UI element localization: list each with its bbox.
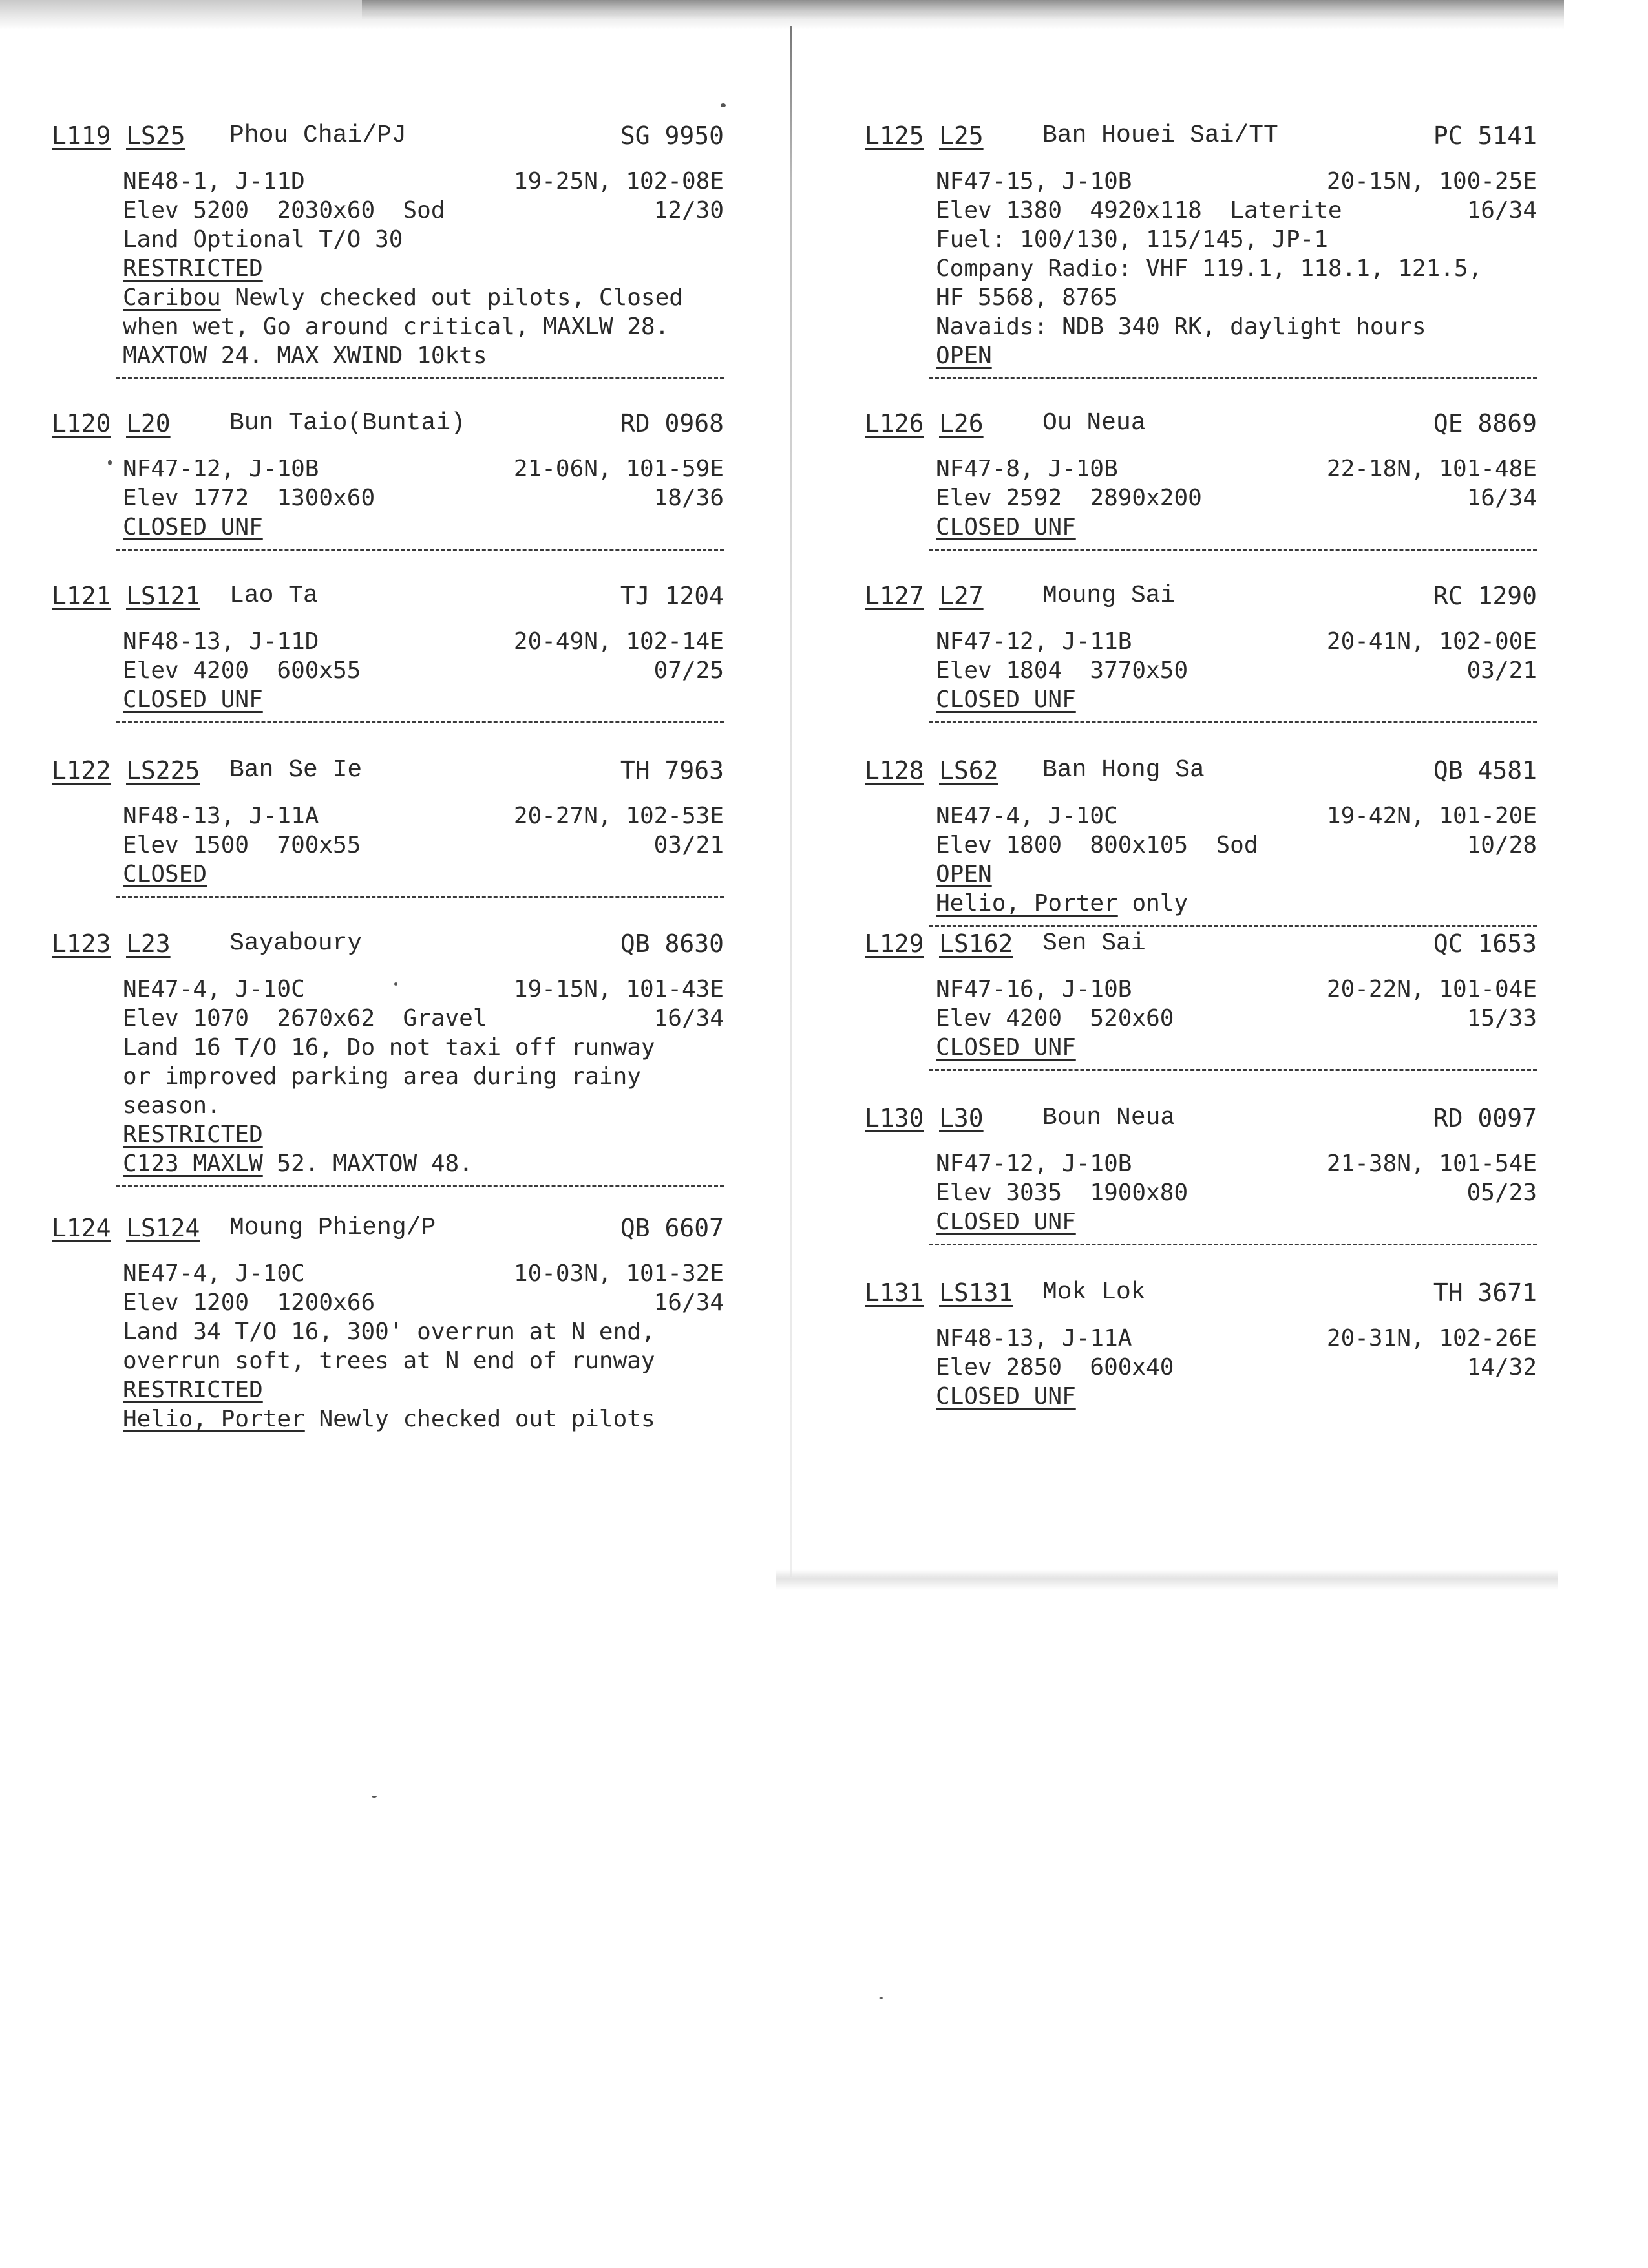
detail-value: 03/21	[653, 832, 724, 858]
detail-text: NE47-4, J-10C	[936, 803, 1118, 829]
detail-line	[123, 627, 724, 656]
site-name: Ban Se Ie	[229, 756, 363, 784]
note-line	[123, 1404, 724, 1434]
detail-value: 07/25	[653, 657, 724, 684]
detail-line	[936, 312, 1537, 341]
airfield-entry	[852, 116, 1537, 379]
grid-reference: TH 3671	[1433, 1278, 1537, 1307]
grid-reference: QC 1653	[1433, 929, 1537, 958]
separator-line	[929, 721, 1537, 723]
detail-line	[936, 1324, 1537, 1353]
ls-code: LS121	[126, 582, 200, 610]
detail-line	[936, 1353, 1537, 1382]
ls-code: LS225	[126, 756, 200, 785]
grid-reference: TJ 1204	[620, 582, 724, 610]
detail-line	[936, 167, 1537, 196]
detail-text: NF47-12, J-10B	[936, 1150, 1132, 1177]
site-id: L127	[865, 582, 924, 610]
entry-header	[39, 116, 724, 155]
status-label: RESTRICTED	[123, 1121, 263, 1148]
detail-value: 16/34	[1466, 485, 1537, 511]
grid-reference: RD 0968	[620, 409, 724, 438]
detail-value: 10-03N, 101-32E	[513, 1260, 724, 1287]
detail-line	[123, 1004, 724, 1033]
ls-code: LS124	[126, 1214, 200, 1242]
site-name: Ou Neua	[1042, 409, 1146, 437]
detail-text: Elev 2592 2890x200	[936, 485, 1202, 511]
detail-line	[936, 656, 1537, 685]
site-name: Sen Sai	[1042, 929, 1146, 957]
status-label: RESTRICTED	[123, 255, 263, 282]
right-column	[852, 0, 1537, 1577]
scan-speck	[879, 1997, 883, 1999]
scan-speck	[372, 1796, 377, 1798]
entry-details	[123, 454, 724, 542]
detail-value: 20-15N, 100-25E	[1326, 168, 1537, 195]
airfield-entry	[39, 404, 724, 551]
detail-value: 21-38N, 101-54E	[1326, 1150, 1537, 1177]
detail-text: Navaids: NDB 340 RK, daylight hours	[936, 313, 1426, 340]
entry-header	[39, 751, 724, 790]
entry-details	[123, 627, 724, 714]
detail-value: 19-15N, 101-43E	[513, 976, 724, 1002]
detail-line	[936, 1004, 1537, 1033]
status-label: CLOSED	[123, 861, 207, 887]
entry-details	[936, 454, 1537, 542]
airfield-entry	[852, 924, 1537, 1071]
note-text: 52. MAXTOW 48.	[262, 1150, 473, 1177]
aircraft-types: Caribou	[123, 284, 221, 311]
detail-value: 19-42N, 101-20E	[1326, 803, 1537, 829]
note-line	[123, 341, 724, 370]
detail-line	[936, 1149, 1537, 1178]
detail-text: Elev 1500 700x55	[123, 832, 361, 858]
site-name: Moung Phieng/P	[229, 1214, 436, 1242]
detail-text: Elev 1200 1200x66	[123, 1289, 375, 1316]
grid-reference: QB 4581	[1433, 756, 1537, 785]
separator-line	[116, 721, 724, 723]
site-id: L121	[52, 582, 111, 610]
ls-code: LS162	[939, 929, 1013, 958]
detail-text: Elev 2850 600x40	[936, 1354, 1174, 1381]
scan-speck	[721, 103, 726, 107]
note-line	[936, 889, 1537, 918]
site-name: Moung Sai	[1042, 582, 1176, 609]
detail-value: 12/30	[653, 197, 724, 224]
ls-code: LS131	[939, 1278, 1013, 1307]
entry-header	[39, 924, 724, 963]
site-name: Phou Chai/PJ	[229, 122, 407, 149]
grid-reference: PC 5141	[1433, 122, 1537, 150]
entry-details	[936, 167, 1537, 370]
grid-reference: SG 9950	[620, 122, 724, 150]
site-id: L130	[865, 1104, 924, 1132]
site-name: Ban Houei Sai/TT	[1042, 122, 1278, 149]
detail-line	[936, 454, 1537, 483]
detail-line	[123, 1317, 724, 1346]
detail-line	[936, 627, 1537, 656]
airfield-entry	[852, 577, 1537, 723]
entry-header	[852, 404, 1537, 443]
airfield-entry	[852, 404, 1537, 551]
site-name: Lao Ta	[229, 582, 318, 609]
detail-text: Elev 4200 600x55	[123, 657, 361, 684]
separator-line	[116, 548, 724, 551]
detail-value: 20-22N, 101-04E	[1326, 976, 1537, 1002]
airfield-entry	[39, 577, 724, 723]
site-id: L120	[52, 409, 111, 438]
site-name: Sayaboury	[229, 929, 363, 957]
detail-line	[936, 975, 1537, 1004]
entry-details	[936, 975, 1537, 1062]
entry-details	[123, 801, 724, 889]
detail-line	[123, 454, 724, 483]
detail-text: HF 5568, 8765	[936, 284, 1118, 311]
detail-value: 14/32	[1466, 1354, 1537, 1381]
detail-text: Elev 1804 3770x50	[936, 657, 1188, 684]
detail-line	[936, 225, 1537, 254]
status-label: CLOSED UNF	[936, 514, 1076, 540]
detail-value: 19-25N, 102-08E	[513, 168, 724, 195]
site-name: Ban Hong Sa	[1042, 756, 1205, 784]
detail-text: NF48-13, J-11D	[123, 628, 319, 655]
site-id: L119	[52, 122, 111, 150]
aircraft-types: C123 MAXLW	[123, 1150, 263, 1177]
detail-value: 05/23	[1466, 1180, 1537, 1206]
detail-line	[936, 483, 1537, 513]
note-text: Newly checked out pilots	[304, 1406, 655, 1432]
detail-text: NF47-12, J-11B	[936, 628, 1132, 655]
detail-text: Company Radio: VHF 119.1, 118.1, 121.5,	[936, 255, 1483, 282]
detail-value: 16/34	[653, 1289, 724, 1316]
note-line	[123, 1149, 724, 1178]
detail-line	[123, 196, 724, 225]
detail-line	[123, 225, 724, 254]
detail-text: NF47-15, J-10B	[936, 168, 1132, 195]
detail-line	[123, 483, 724, 513]
detail-text: Elev 1380 4920x118 Laterite	[936, 197, 1342, 224]
entry-header	[852, 924, 1537, 963]
entry-details	[123, 167, 724, 370]
entry-header	[852, 1273, 1537, 1312]
site-id: L126	[865, 409, 924, 438]
detail-value: 15/33	[1466, 1005, 1537, 1032]
detail-value: 20-49N, 102-14E	[513, 628, 724, 655]
note-line	[123, 312, 724, 341]
detail-value: 18/36	[653, 485, 724, 511]
site-id: L124	[52, 1214, 111, 1242]
entry-header	[852, 577, 1537, 615]
note-text: when wet, Go around critical, MAXLW 28.	[123, 313, 670, 340]
site-id: L122	[52, 756, 111, 785]
grid-reference: QE 8869	[1433, 409, 1537, 438]
detail-line	[123, 1346, 724, 1375]
separator-line	[116, 1185, 724, 1187]
status-label: CLOSED UNF	[936, 1383, 1076, 1410]
detail-line	[123, 1091, 724, 1120]
entry-details	[936, 1324, 1537, 1411]
site-id: L125	[865, 122, 924, 150]
detail-text: Elev 1772 1300x60	[123, 485, 375, 511]
separator-line	[929, 1068, 1537, 1071]
aircraft-types: Helio, Porter	[936, 890, 1118, 917]
separator-line	[929, 548, 1537, 551]
status-label: CLOSED UNF	[123, 686, 263, 713]
entry-header	[39, 404, 724, 443]
scan-speck	[108, 460, 112, 465]
separator-line	[116, 377, 724, 379]
site-id: L129	[865, 929, 924, 958]
detail-text: Land 16 T/O 16, Do not taxi off runway	[123, 1034, 655, 1061]
entry-details	[936, 801, 1537, 918]
ls-code: LS62	[939, 756, 998, 785]
detail-text: Elev 1800 800x105 Sod	[936, 832, 1258, 858]
ls-code: L26	[939, 409, 984, 438]
detail-text: NE47-4, J-10C	[123, 976, 305, 1002]
entry-header	[852, 751, 1537, 790]
airfield-entry	[39, 116, 724, 379]
book-spine	[790, 26, 792, 1577]
detail-line	[123, 1033, 724, 1062]
detail-line	[123, 1259, 724, 1288]
status-label: OPEN	[936, 861, 992, 887]
note-text: MAXTOW 24. MAX XWIND 10kts	[123, 343, 487, 369]
grid-reference: QB 8630	[620, 929, 724, 958]
detail-value: 20-41N, 102-00E	[1326, 628, 1537, 655]
detail-text: overrun soft, trees at N end of runway	[123, 1348, 655, 1374]
detail-line	[123, 801, 724, 831]
airfield-entry	[852, 1099, 1537, 1245]
grid-reference: QB 6607	[620, 1214, 724, 1242]
status-label: CLOSED UNF	[936, 686, 1076, 713]
detail-line	[936, 801, 1537, 831]
detail-text: Elev 1070 2670x62 Gravel	[123, 1005, 487, 1032]
detail-text: Land 34 T/O 16, 300' overrun at N end,	[123, 1319, 655, 1345]
detail-value: 20-27N, 102-53E	[513, 803, 724, 829]
detail-line	[936, 283, 1537, 312]
note-text: only	[1117, 890, 1188, 917]
detail-line	[123, 831, 724, 860]
aircraft-types: Helio, Porter	[123, 1406, 305, 1432]
grid-reference: RC 1290	[1433, 582, 1537, 610]
entry-header	[852, 116, 1537, 155]
status-label: CLOSED UNF	[936, 1209, 1076, 1235]
left-column	[39, 0, 724, 1577]
scan-speck	[394, 982, 397, 986]
ls-code: L25	[939, 122, 984, 150]
detail-value: 21-06N, 101-59E	[513, 456, 724, 482]
detail-line	[123, 1288, 724, 1317]
airfield-entry	[39, 1209, 724, 1434]
status-label: OPEN	[936, 343, 992, 369]
entry-details	[123, 1259, 724, 1434]
airfield-entry	[852, 751, 1537, 927]
detail-text: season.	[123, 1092, 221, 1119]
airfield-entry	[39, 751, 724, 898]
status-label: RESTRICTED	[123, 1377, 263, 1403]
detail-text: Elev 3035 1900x80	[936, 1180, 1188, 1206]
site-id: L131	[865, 1278, 924, 1307]
entry-header	[39, 1209, 724, 1247]
site-name: Mok Lok	[1042, 1278, 1146, 1306]
detail-value: 10/28	[1466, 832, 1537, 858]
entry-header	[39, 577, 724, 615]
detail-value: 03/21	[1466, 657, 1537, 684]
detail-line	[123, 167, 724, 196]
detail-line	[936, 1178, 1537, 1207]
detail-line	[936, 254, 1537, 283]
detail-value: 20-31N, 102-26E	[1326, 1325, 1537, 1351]
airfield-entry	[39, 924, 724, 1187]
status-label: CLOSED UNF	[936, 1034, 1076, 1061]
grid-reference: RD 0097	[1433, 1104, 1537, 1132]
ls-code: L23	[126, 929, 171, 958]
detail-line	[123, 656, 724, 685]
detail-line	[936, 831, 1537, 860]
detail-line	[123, 975, 724, 1004]
detail-text: NF48-13, J-11A	[123, 803, 319, 829]
detail-text: NF47-16, J-10B	[936, 976, 1132, 1002]
site-id: L128	[865, 756, 924, 785]
detail-line	[936, 196, 1537, 225]
ls-code: L20	[126, 409, 171, 438]
entry-header	[852, 1099, 1537, 1138]
detail-value: 16/34	[1466, 197, 1537, 224]
detail-text: NF48-13, J-11A	[936, 1325, 1132, 1351]
airfield-entry	[852, 1273, 1537, 1411]
separator-line	[929, 377, 1537, 379]
detail-text: NF47-12, J-10B	[123, 456, 319, 482]
ls-code: L27	[939, 582, 984, 610]
detail-text: NE47-4, J-10C	[123, 1260, 305, 1287]
separator-line	[929, 1243, 1537, 1245]
note-text: Newly checked out pilots, Closed	[220, 284, 683, 311]
site-id: L123	[52, 929, 111, 958]
grid-reference: TH 7963	[620, 756, 724, 785]
detail-text: Land Optional T/O 30	[123, 226, 403, 253]
site-name: Boun Neua	[1042, 1104, 1176, 1132]
detail-text: Fuel: 100/130, 115/145, JP-1	[936, 226, 1328, 253]
detail-text: NE48-1, J-11D	[123, 168, 305, 195]
detail-text: or improved parking area during rainy	[123, 1063, 641, 1090]
ls-code: LS25	[126, 122, 185, 150]
detail-text: Elev 5200 2030x60 Sod	[123, 197, 445, 224]
note-line	[123, 283, 724, 312]
entry-details	[123, 975, 724, 1178]
detail-value: 22-18N, 101-48E	[1326, 456, 1537, 482]
ls-code: L30	[939, 1104, 984, 1132]
separator-line	[116, 895, 724, 898]
entry-details	[936, 627, 1537, 714]
status-label: CLOSED UNF	[123, 514, 263, 540]
detail-text: Elev 4200 520x60	[936, 1005, 1174, 1032]
entry-details	[936, 1149, 1537, 1236]
detail-text: NF47-8, J-10B	[936, 456, 1118, 482]
site-name: Bun Taio(Buntai)	[229, 409, 465, 437]
detail-line	[123, 1062, 724, 1091]
detail-value: 16/34	[653, 1005, 724, 1032]
